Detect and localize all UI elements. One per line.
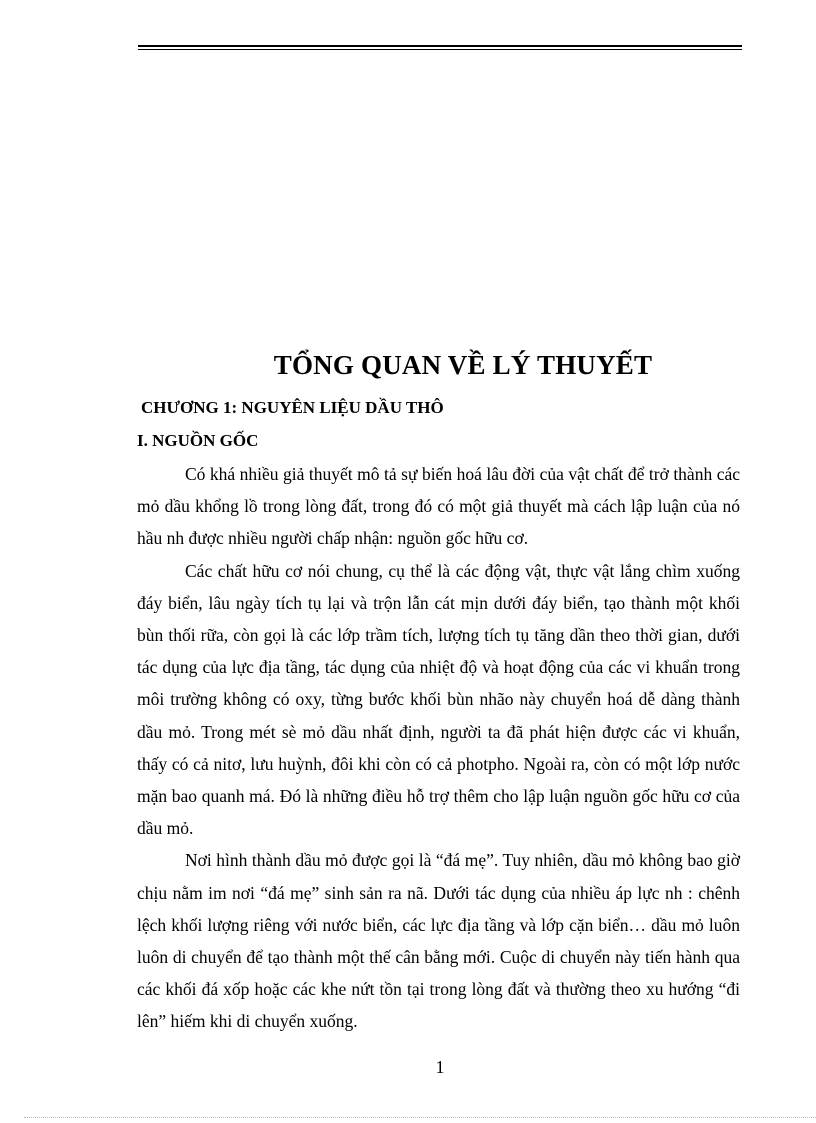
page-bottom-border bbox=[24, 1117, 816, 1118]
chapter-heading: CHƯƠNG 1: NGUYÊN LIỆU DẦU THÔ bbox=[141, 398, 444, 417]
header-rule-thick bbox=[138, 45, 742, 47]
paragraph-3: Nơi hình thành dầu mỏ được gọi là “đá mẹ”. Tuy nhiên, dầu mỏ không bao giờ chịu nằm im nơi “đá mẹ” sinh sản ra nã. Dưới tác dụng của nhiều áp lực nh : chênh lệch khối lượng riêng với nước biển, các lực địa tầng và lớp cặn biển… dầu mỏ luôn luôn di chuyển để tạo thành một thế cân bằng mới. Cuộc di chuyển này tiến hành qua các khối đá xốp hoặc các khe nứt tồn tại trong lòng đất và thường theo xu hướng “đi lên” hiếm khi di chuyển xuống. bbox=[137, 850, 740, 1032]
header-rule bbox=[138, 45, 742, 50]
paragraph-1: Có khá nhiều giả thuyết mô tả sự biến hoá lâu đời của vật chất để trở thành các mỏ dầu khổng lồ trong lòng đất, trong đó có một giả thuyết mà cách lập luận của nó hầu nh được nhiều người chấp nhận: nguồn gốc hữu cơ. bbox=[137, 464, 740, 549]
section-heading: I. NGUỒN GỐC bbox=[137, 431, 259, 450]
body-text bbox=[137, 458, 740, 1038]
document-title: TỔNG QUAN VỀ LÝ THUYẾT bbox=[273, 350, 653, 380]
header-rule-thin bbox=[138, 49, 742, 50]
page-number: 1 bbox=[435, 1057, 445, 1077]
paragraph-2: Các chất hữu cơ nói chung, cụ thể là các động vật, thực vật lắng chìm xuống đáy biển, lâu ngày tích tụ lại và trộn lẫn cát mịn dưới đáy biển, tạo thành một khối bùn thối rữa, còn gọi là các lớp trầm tích, lượng tích tụ tăng dần theo thời gian, dưới tác dụng của lực địa tầng, tác dụng của nhiệt độ và hoạt động của các vi khuẩn trong môi trường không có oxy, từng bước khối bùn nhão này chuyển hoá dễ dàng thành dầu mỏ. Trong mét sè mỏ dầu nhất định, người ta đã phát hiện được các vi khuẩn, thấy có cả nitơ, lưu huỳnh, đôi khi còn có cả photpho. Ngoài ra, còn có một lớp nước mặn bao quanh má. Đó là những điều hỗ trợ thêm cho lập luận nguồn gốc hữu cơ của dầu mỏ. bbox=[137, 560, 740, 839]
